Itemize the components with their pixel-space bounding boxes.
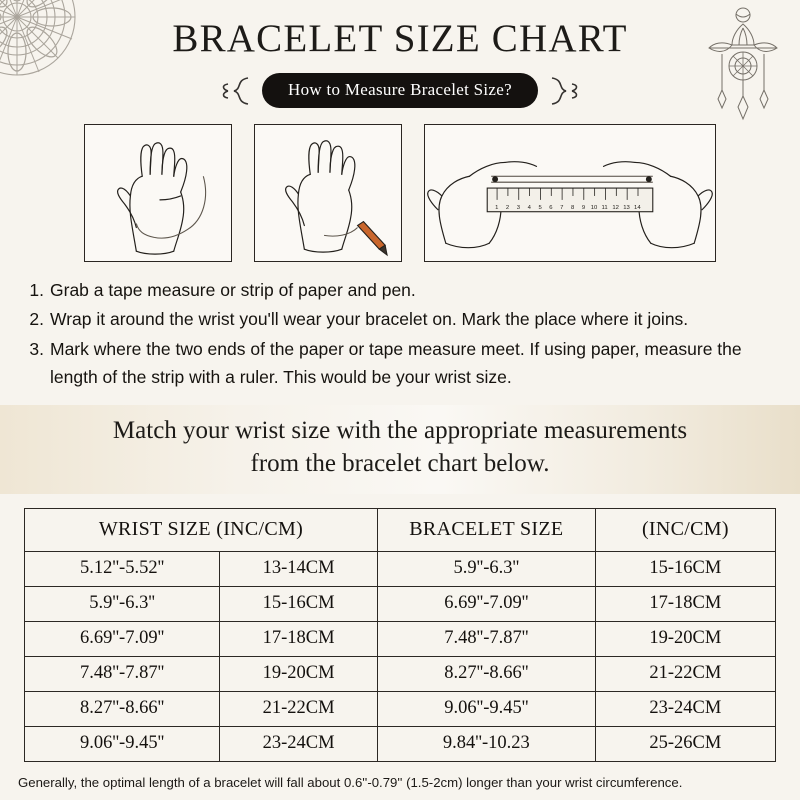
illustration-measuring-with-ruler	[424, 124, 716, 262]
banner-line-1: Match your wrist size with the appropriate measurements	[112, 417, 688, 445]
cell-wrist-inches: 7.48''-7.87''	[25, 657, 220, 692]
cell-wrist-inches: 5.9''-6.3''	[25, 587, 220, 622]
size-table	[24, 508, 776, 762]
column-header-bracelet-size: BRACELET SIZE	[377, 509, 595, 552]
cell-bracelet-inches: 7.48''-7.87''	[377, 622, 595, 657]
banner-line-2: from the bracelet chart below.	[250, 449, 550, 477]
svg-text:9: 9	[581, 204, 586, 211]
hands-ruler-drawing-icon	[425, 125, 715, 261]
cell-wrist-cm: 17-18CM	[220, 622, 378, 657]
svg-text:1: 1	[495, 204, 499, 211]
table-header-row	[25, 509, 776, 552]
flourish-left-icon	[218, 74, 252, 108]
subtitle-row	[0, 73, 800, 108]
mandala-ornament-icon	[0, 0, 92, 92]
cell-bracelet-cm: 21-22CM	[595, 657, 775, 692]
cell-bracelet-cm: 19-20CM	[595, 622, 775, 657]
step-text: Wrap it around the wrist you'll wear your bracelet on. Mark the place where it joins.	[50, 309, 689, 330]
cell-bracelet-inches: 9.84''-10.23	[377, 727, 595, 762]
svg-text:3: 3	[516, 204, 521, 211]
cell-bracelet-cm: 25-26CM	[595, 727, 775, 762]
svg-text:10: 10	[590, 204, 598, 211]
list-item	[22, 276, 770, 304]
step-text: Mark where the two ends of the paper or tape measure meet. If using paper, measure the length of the strip with a ruler. This would be your wrist size.	[50, 338, 742, 388]
list-item	[22, 305, 770, 333]
table-row	[25, 622, 776, 657]
step-text: Grab a tape measure or strip of paper and pen.	[50, 280, 416, 300]
page-title: BRACELET SIZE CHART	[172, 17, 628, 60]
table-row	[25, 692, 776, 727]
svg-text:12: 12	[612, 204, 619, 211]
flourish-right-icon	[548, 74, 582, 108]
illustration-row	[0, 124, 800, 262]
size-table-wrapper	[24, 508, 776, 762]
cell-wrist-cm: 21-22CM	[220, 692, 378, 727]
svg-text:2: 2	[505, 204, 510, 211]
illustration-hand-with-paper-strip	[254, 124, 402, 262]
svg-text:5: 5	[538, 204, 542, 211]
table-row	[25, 552, 776, 587]
svg-text:6: 6	[549, 204, 553, 211]
cell-bracelet-inches: 9.06''-9.45''	[377, 692, 595, 727]
table-row	[25, 727, 776, 762]
svg-text:14: 14	[634, 204, 641, 211]
cell-wrist-cm: 15-16CM	[220, 587, 378, 622]
cell-wrist-cm: 19-20CM	[220, 657, 378, 692]
hand-paper-pen-drawing-icon	[255, 125, 401, 261]
match-size-banner	[0, 405, 800, 494]
step-number: 3.	[29, 338, 44, 359]
column-header-bracelet-units: (INC/CM)	[595, 509, 775, 552]
subtitle-pill: How to Measure Bracelet Size?	[262, 73, 538, 108]
cell-wrist-inches: 6.69''-7.09''	[25, 622, 220, 657]
cell-bracelet-cm: 23-24CM	[595, 692, 775, 727]
cell-wrist-cm: 23-24CM	[220, 727, 378, 762]
step-number: 1.	[29, 280, 44, 300]
svg-text:7: 7	[560, 204, 564, 211]
cell-wrist-cm: 13-14CM	[220, 552, 378, 587]
list-item	[22, 335, 770, 392]
step-number: 2.	[29, 309, 44, 330]
svg-text:13: 13	[623, 204, 630, 211]
cell-bracelet-inches: 8.27''-8.66''	[377, 657, 595, 692]
svg-text:11: 11	[601, 204, 608, 211]
cell-wrist-inches: 8.27''-8.66''	[25, 692, 220, 727]
cell-bracelet-inches: 6.69''-7.09''	[377, 587, 595, 622]
table-row	[25, 587, 776, 622]
svg-text:4: 4	[527, 204, 531, 211]
hand-tape-drawing-icon	[85, 125, 231, 261]
lotus-dreamcatcher-icon	[700, 4, 786, 122]
footnote-text: Generally, the optimal length of a bracelet will fall about 0.6''-0.79'' (1.5-2cm) longer than your wrist circumference.	[18, 775, 683, 791]
column-header-wrist-size: WRIST SIZE (INC/CM)	[25, 509, 378, 552]
instructions-list	[22, 276, 770, 391]
cell-bracelet-inches: 5.9''-6.3''	[377, 552, 595, 587]
cell-wrist-inches: 9.06''-9.45''	[25, 727, 220, 762]
cell-bracelet-cm: 15-16CM	[595, 552, 775, 587]
illustration-hand-with-tape-measure	[84, 124, 232, 262]
cell-bracelet-cm: 17-18CM	[595, 587, 775, 622]
cell-wrist-inches: 5.12''-5.52''	[25, 552, 220, 587]
table-row	[25, 657, 776, 692]
svg-text:8: 8	[570, 204, 575, 211]
